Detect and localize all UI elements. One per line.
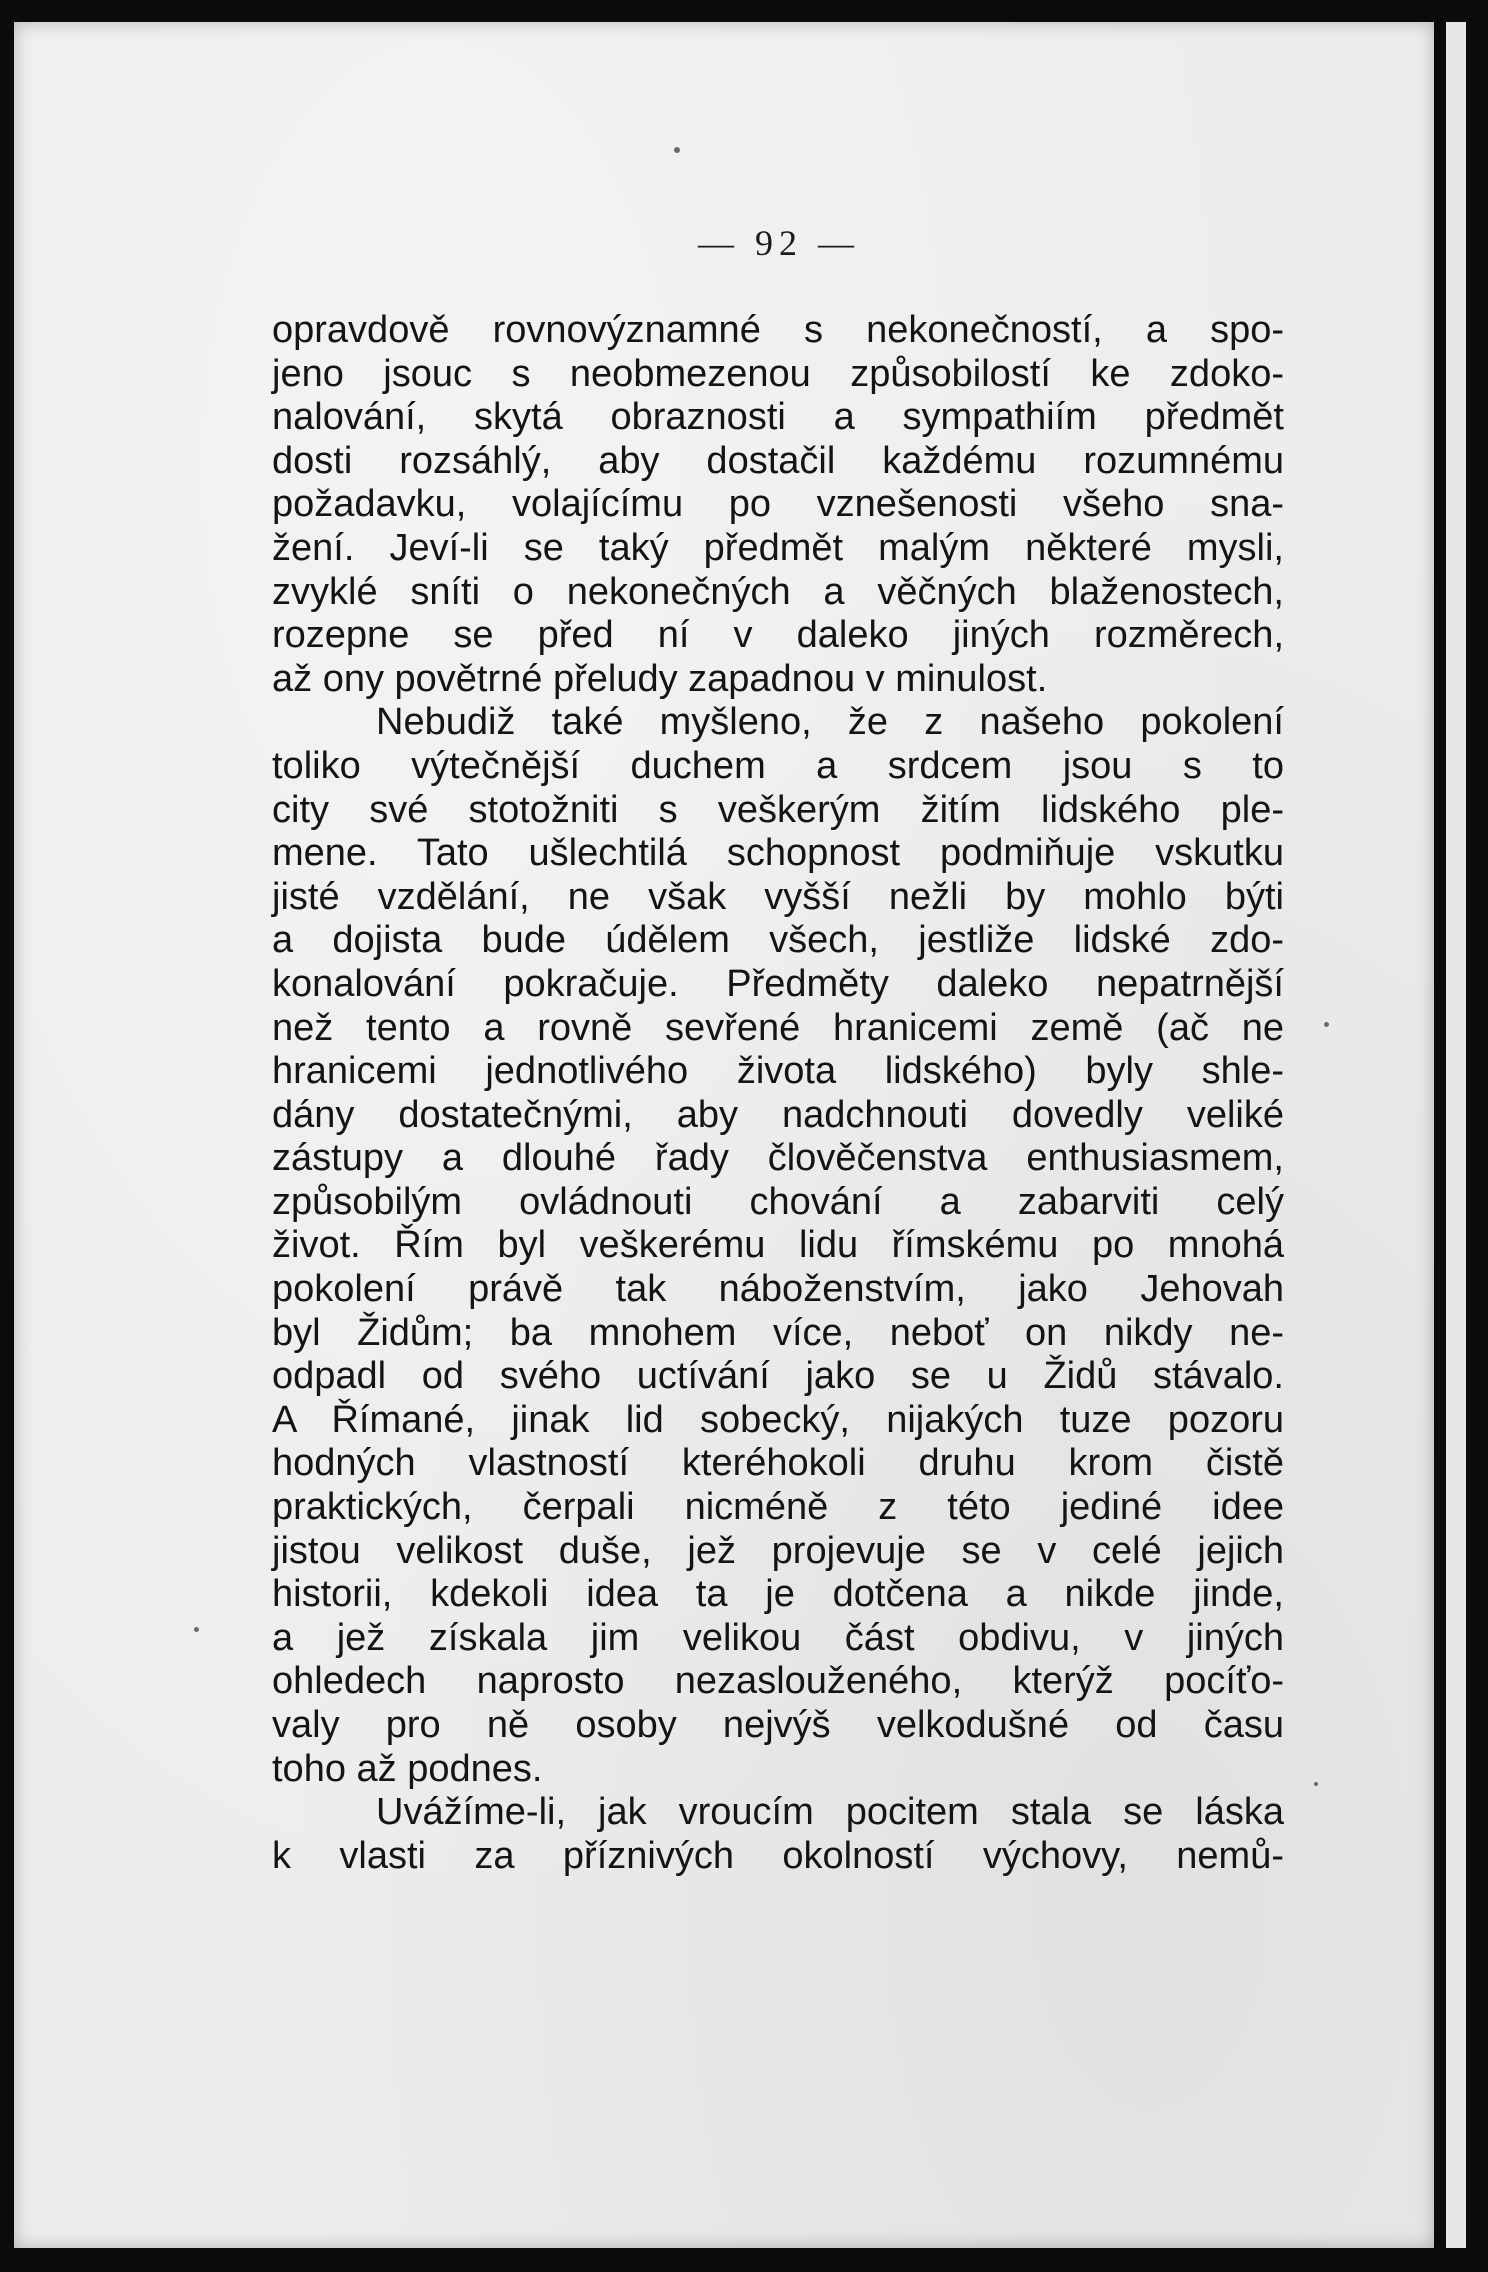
text-line: pokolení právě tak náboženstvím, jako Jehovah bbox=[272, 1268, 1284, 1311]
text-line: způsobilým ovládnouti chování a zabarviti celý bbox=[272, 1180, 1284, 1223]
text-line: city své stotožniti s veškerým žitím lidského ple- bbox=[272, 788, 1284, 831]
paper-speck bbox=[1324, 1022, 1329, 1027]
text-line: byl Židům; ba mnohem více, neboť on nikdy ne- bbox=[272, 1311, 1284, 1354]
text-line: k vlasti za příznivých okolností výchovy, nemů- bbox=[272, 1834, 1284, 1877]
text-line: a jež získala jim velikou část obdivu, v jiných bbox=[272, 1616, 1284, 1659]
text-line: zvyklé sníti o nekonečných a věčných blaženostech, bbox=[272, 570, 1284, 613]
text-line: požadavku, volajícímu po vznešenosti všeho sna- bbox=[272, 483, 1284, 526]
text-line: až ony povětrné přeludy zapadnou v minulost. bbox=[272, 657, 1048, 700]
text-line: hranicemi jednotlivého života lidského) byly shle- bbox=[272, 1050, 1284, 1093]
text-line: dosti rozsáhlý, aby dostačil každému rozumnému bbox=[272, 439, 1284, 482]
text-line: zástupy a dlouhé řady člověčenstva enthusiasmem, bbox=[272, 1137, 1284, 1180]
text-line: praktických, čerpali nicméně z této jediné idee bbox=[272, 1486, 1284, 1529]
page-number: — 92 — bbox=[698, 223, 860, 263]
paper-speck bbox=[674, 147, 680, 153]
text-line: mene. Tato ušlechtilá schopnost podmiňuje vskutku bbox=[272, 832, 1284, 875]
text-line: opravdově rovnovýznamné s nekonečností, a spo- bbox=[272, 309, 1284, 351]
text-line: jistou velikost duše, jež projevuje se v celé jejich bbox=[272, 1529, 1284, 1572]
text-line: odpadl od svého uctívání jako se u Židů stávalo. bbox=[272, 1355, 1284, 1398]
text-line: ohledech naprosto nezaslouženého, kterýž pocíťo- bbox=[272, 1660, 1284, 1703]
paper-speck bbox=[1314, 1782, 1318, 1786]
text-line: toho až podnes. bbox=[272, 1747, 543, 1790]
text-line: rozepne se před ní v daleko jiných rozměrech, bbox=[272, 614, 1284, 657]
text-line: dány dostatečnými, aby nadchnouti dovedly veliké bbox=[272, 1093, 1284, 1136]
text-line: toliko výtečnější duchem a srdcem jsou s to bbox=[272, 744, 1284, 787]
text-line: A Římané, jinak lid sobecký, nijakých tuze pozoru bbox=[272, 1398, 1284, 1441]
text-line: Nebudiž také myšleno, že z našeho pokolení bbox=[376, 701, 1284, 744]
text-line: historii, kdekoli idea ta je dotčena a nikde jinde, bbox=[272, 1573, 1284, 1616]
paper-speck bbox=[194, 1627, 199, 1632]
text-line: jisté vzdělání, ne však vyšší nežli by mohlo býti bbox=[272, 875, 1284, 918]
text-line: než tento a rovně sevřené hranicemi země (ač ne bbox=[272, 1006, 1284, 1049]
text-line: a dojista bude údělem všech, jestliže lidské zdo- bbox=[272, 919, 1284, 962]
text-line: Uvážíme-li, jak vroucím pocitem stala se láska bbox=[376, 1791, 1284, 1834]
text-line: žení. Jeví-li se taký předmět malým některé mysli, bbox=[272, 526, 1284, 569]
text-line: hodných vlastností kteréhokoli druhu krom čistě bbox=[272, 1442, 1284, 1485]
text-line: nalování, skytá obraznosti a sympathiím předmět bbox=[272, 396, 1284, 439]
text-line: valy pro ně osoby nejvýš velkodušné od času bbox=[272, 1704, 1284, 1746]
text-line: konalování pokračuje. Předměty daleko nepatrnější bbox=[272, 962, 1284, 1005]
adjacent-page-edge bbox=[1446, 22, 1466, 2248]
text-line: jeno jsouc s neobmezenou způsobilostí ke zdoko- bbox=[272, 352, 1284, 395]
text-line: život. Řím byl veškerému lidu římskému po mnohá bbox=[272, 1224, 1284, 1267]
body-text bbox=[272, 309, 1284, 1878]
